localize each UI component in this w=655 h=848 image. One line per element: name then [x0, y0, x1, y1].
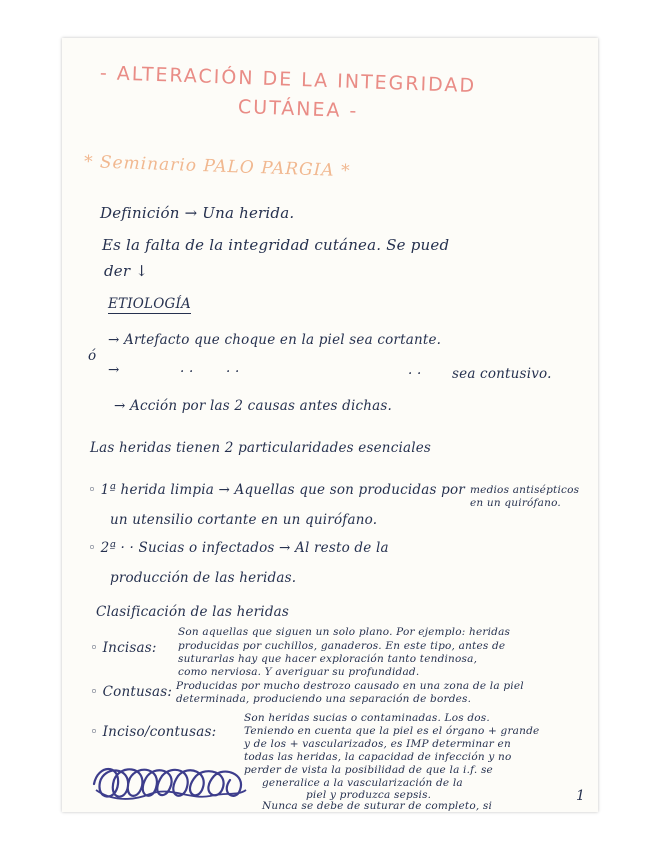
inciso-contusas-label: ◦ Inciso/contusas:: [90, 724, 217, 740]
incisas-text-4: como nerviosa. Y averiguar su profundidad.: [178, 666, 420, 678]
clean-wound-line-2: un utensilio cortante en un quirófano.: [110, 512, 378, 528]
inciso-contusas-text-4: todas las heridas, la capacidad de infección y no: [244, 751, 512, 763]
inciso-contusas-text-8: Nunca se debe de suturar de completo, si: [262, 800, 493, 812]
inciso-contusas-text-2: Teniendo en cuenta que la piel es el órgano + grande: [244, 725, 540, 737]
dirty-wound-line-2: producción de las heridas.: [110, 570, 297, 586]
contusas-label: ◦ Contusas:: [90, 684, 173, 700]
definition-text-cont: der ↓: [104, 262, 148, 280]
etiology-item-2-text: sea contusivo.: [452, 366, 552, 382]
scribble-crossout: [90, 760, 250, 806]
dirty-wound-line-1: ◦ 2ª · · Sucias o infectados → Al resto de la: [88, 540, 389, 556]
definition-line: Definición → Una herida.: [100, 204, 295, 222]
clean-wound-note: medios antisépticos en un quirófano.: [470, 484, 580, 509]
incisas-label: ◦ Incisas:: [90, 640, 157, 656]
etiology-or-mark: ó: [88, 348, 97, 364]
page-title-line2: CUTÁNEA -: [237, 96, 359, 123]
etiology-item-2-dots-3: · ·: [408, 366, 422, 382]
inciso-contusas-text-7: piel y produzca sepsis.: [306, 789, 432, 801]
contusas-text-1: Producidas por mucho destrozo causado en una zona de la piel: [176, 680, 524, 692]
contusas-text-2: determinada, produciendo una separación de bordes.: [176, 693, 472, 705]
inciso-contusas-text-1: Son heridas sucias o contaminadas. Los dos.: [244, 712, 490, 724]
inciso-contusas-text-3: y de los + vascularizados, es IMP determinar en: [244, 738, 511, 750]
etiology-item-2-arrow: →: [108, 362, 120, 378]
definition-text: Es la falta de la integridad cutánea. Se pued: [102, 236, 450, 254]
etiology-item-2-dots-2: · ·: [226, 364, 240, 380]
inciso-contusas-text-6: generalice a la vascularización de la: [262, 777, 463, 789]
clean-wound-line-1: ◦ 1ª herida limpia → Aquellas que son producidas por: [88, 482, 465, 498]
etiology-item-3: → Acción por las 2 causas antes dichas.: [114, 398, 393, 414]
incisas-text-3: suturarlas hay que hacer exploración tanto tendinosa,: [178, 653, 478, 665]
page-number: 1: [576, 788, 586, 804]
particularities-heading: Las heridas tienen 2 particularidades esenciales: [90, 440, 432, 456]
incisas-text-2: producidas por cuchillos, ganaderos. En este tipo, antes de: [178, 640, 506, 652]
seminar-heading: * Seminario PALO PARGIA *: [83, 152, 351, 182]
incisas-text-1: Son aquellas que siguen un solo plano. Por ejemplo: heridas: [178, 626, 511, 638]
classification-heading: Clasificación de las heridas: [96, 604, 290, 620]
etiology-item-2-dots-1: · ·: [180, 364, 194, 380]
etiology-item-1: → Artefacto que choque en la piel sea cortante.: [108, 332, 442, 348]
page-title-line1: - ALTERACIÓN DE LA INTEGRIDAD: [99, 62, 477, 98]
etiology-heading: ETIOLOGÍA: [108, 296, 191, 312]
inciso-contusas-text-5: perder de vista la posibilidad de que la i.f. se: [244, 764, 493, 776]
